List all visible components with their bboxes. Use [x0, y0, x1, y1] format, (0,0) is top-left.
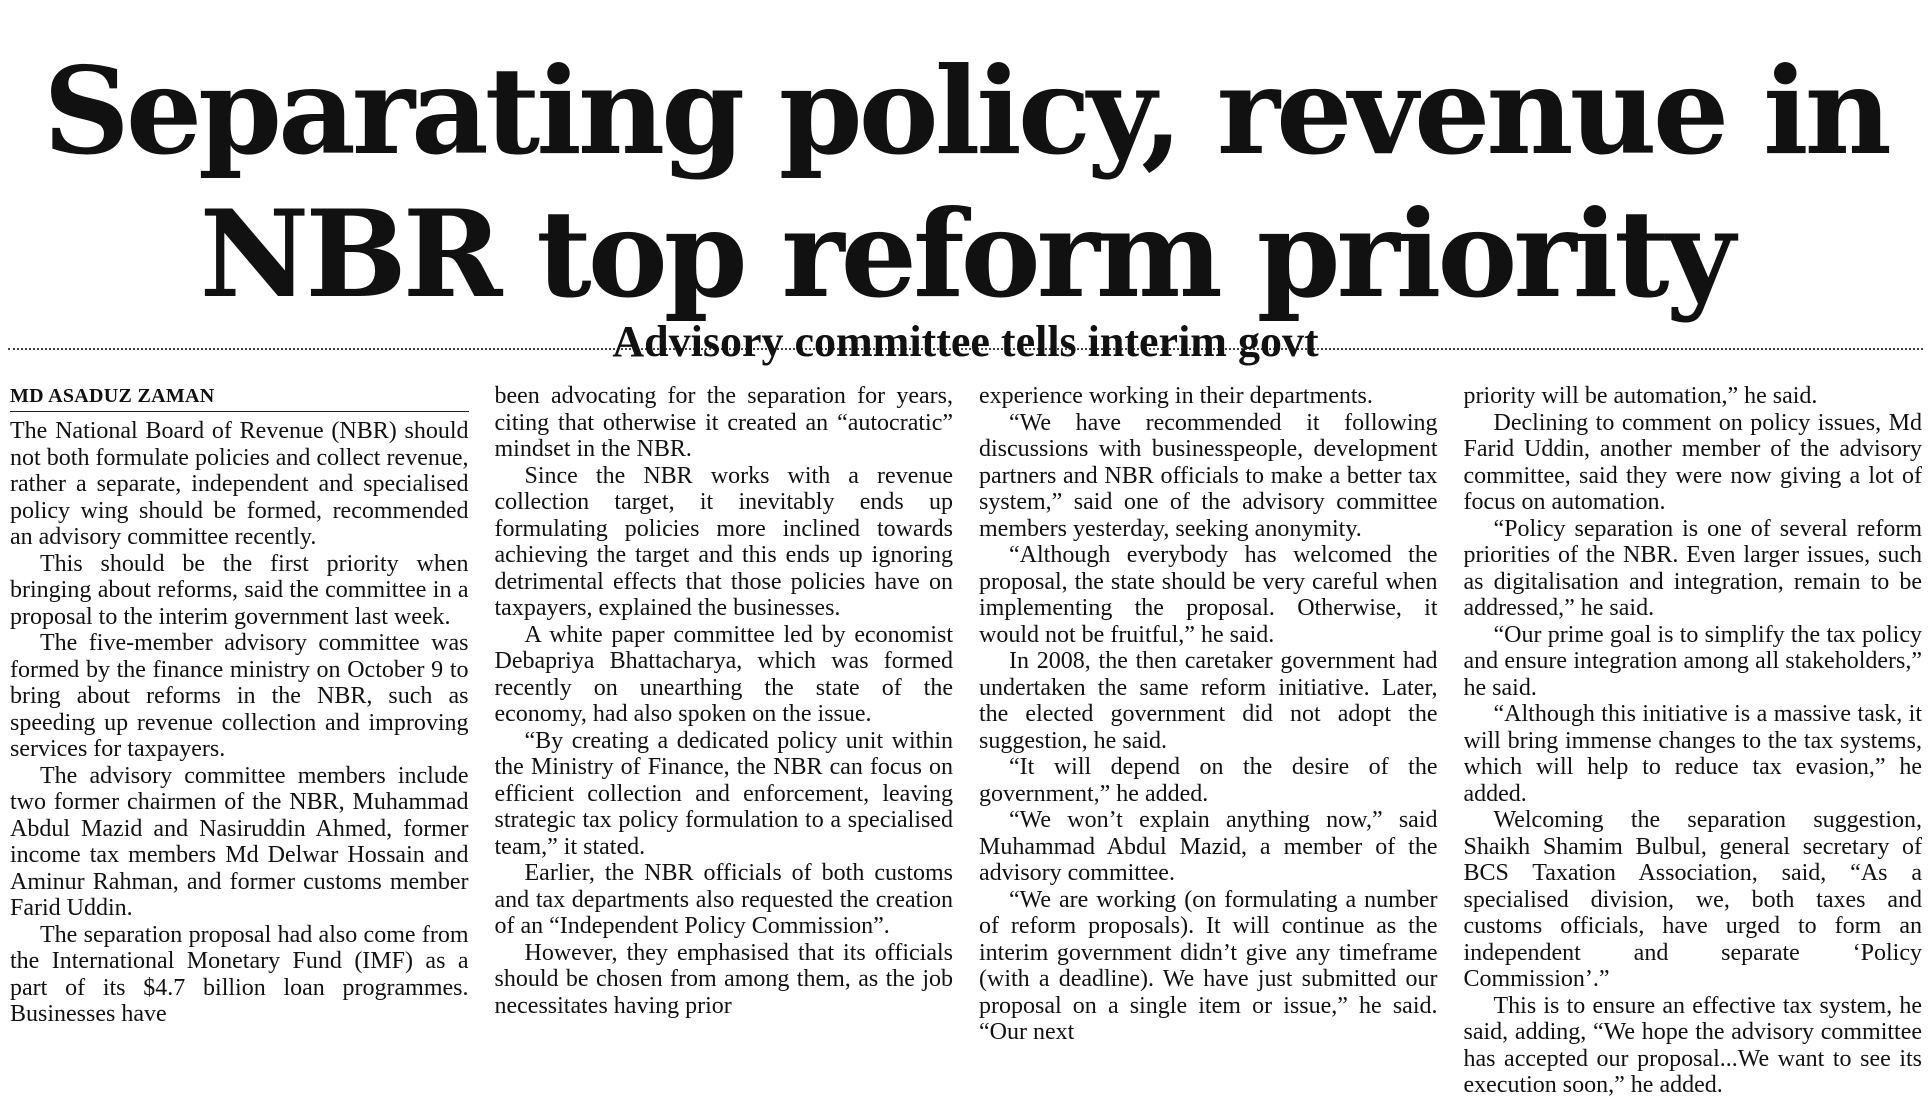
paragraph: “Although everybody has welcomed the proposal, the state should be very careful when implementing the proposal. Otherwise, it would not be fruitful,” he said.: [979, 542, 1438, 648]
paragraph: priority will be automation,” he said.: [1463, 383, 1818, 409]
byline-divider: [10, 411, 469, 412]
paragraph: “By creating a dedicated policy unit within the Ministry of Finance, the NBR can focus on efficient collection and enforcement, leaving strategic tax policy formulation to a specialised team,” it stated.: [494, 727, 953, 860]
paragraph: “We have recommended it following discussions with businesspeople, development partners and NBR officials to make a better tax system,” said one of the advisory committee members yesterday, seeking anonymity.: [979, 409, 1438, 542]
paragraph: experience working in their departments.: [979, 383, 1373, 409]
paragraph: Welcoming the separation suggestion, Shaikh Shamim Bulbul, general secretary of BCS Taxation Association, said, “As a specialised division, we, both taxes and customs officials, have urged to form an independent and separate ‘Policy Commission’.”: [1463, 807, 1922, 992]
paragraph: “It will depend on the desire of the government,” he added.: [979, 754, 1438, 807]
paragraph: Earlier, the NBR officials of both customs and tax departments also requested the creation of an “Independent Policy Commission”.: [494, 860, 953, 939]
headline-line-2: NBR top reform priority: [199, 184, 1732, 325]
paragraph: A white paper committee led by economist Debapriya Bhattacharya, which was formed recently on unearthing the state of the economy, had also spoken on the issue.: [494, 621, 953, 727]
paragraph: “We are working (on formulating a number of reform proposals). It will continue as the interim government didn’t give any timeframe (with a deadline). We have just submitted our proposal on a single item or issue,” he said. “Our next: [979, 886, 1438, 1045]
paragraph: Since the NBR works with a revenue collection target, it inevitably ends up formulating policies more inclined towards achieving the target and this ends up ignoring detrimental effects that those policies have on taxpayers, explained the businesses.: [494, 462, 953, 621]
paragraph: The separation proposal had also come from the International Monetary Fund (IMF) as a part of its $4.7 billion loan programmes. Businesses have: [10, 921, 469, 1027]
paragraph: Declining to comment on policy issues, Md Farid Uddin, another member of the advisory committee, said they were now giving a lot of focus on automation.: [1463, 409, 1922, 515]
headline: [0, 40, 1931, 326]
paragraph: In 2008, the then caretaker government had undertaken the same reform initiative. Later, the elected government did not adopt the suggestion, he said.: [979, 648, 1438, 754]
paragraph: However, they emphasised that its officials should be chosen from among them, as the job necessitates having prior: [494, 939, 953, 1019]
column-2: [495, 383, 954, 1103]
column-1: [10, 383, 469, 1103]
column-3: [979, 383, 1438, 1103]
paragraph: “We won’t explain anything now,” said Muhammad Abdul Mazid, a member of the advisory committee.: [979, 807, 1438, 886]
subheadline: Advisory committee tells interim govt: [612, 317, 1319, 366]
paragraph: This is to ensure an effective tax system, he said, adding, “We hope the advisory committee has accepted our proposal...We want to see its execution soon,” he added.: [1463, 992, 1922, 1098]
paragraph: The National Board of Revenue (NBR) should not both formulate policies and collect revenue, rather a separate, independent and specialised policy wing should be formed, recommended an advisory committee recently.: [10, 418, 469, 550]
paragraph: “Policy separation is one of several reform priorities of the NBR. Even larger issues, such as digitalisation and integration, remain to be addressed,” he said.: [1463, 515, 1922, 621]
column-4: [1464, 383, 1923, 1103]
paragraph: The advisory committee members include two former chairmen of the NBR, Muhammad Abdul Mazid and Nasiruddin Ahmed, former income tax members Md Delwar Hossain and Aminur Rahman, and former customs member Farid Uddin.: [10, 762, 469, 921]
paragraph: This should be the first priority when bringing about reforms, said the committee in a proposal to the interim government last week.: [10, 550, 469, 630]
paragraph: The five-member advisory committee was formed by the finance ministry on October 9 to bring about reforms in the NBR, such as speeding up revenue collection and improving services for taxpayers.: [10, 630, 469, 762]
article-body: [10, 383, 1922, 1103]
byline: MD ASADUZ ZAMAN: [10, 385, 215, 407]
paragraph: “Although this initiative is a massive task, it will bring immense changes to the tax systems, which will help to reduce tax evasion,” he added.: [1463, 701, 1922, 807]
headline-line-1: Separating policy, revenue in: [43, 41, 1888, 182]
paragraph: been advocating for the separation for years, citing that otherwise it created an “autocratic” mindset in the NBR.: [494, 383, 953, 462]
paragraph: “Our prime goal is to simplify the tax policy and ensure integration among all stakeholders,” he said.: [1463, 621, 1922, 701]
